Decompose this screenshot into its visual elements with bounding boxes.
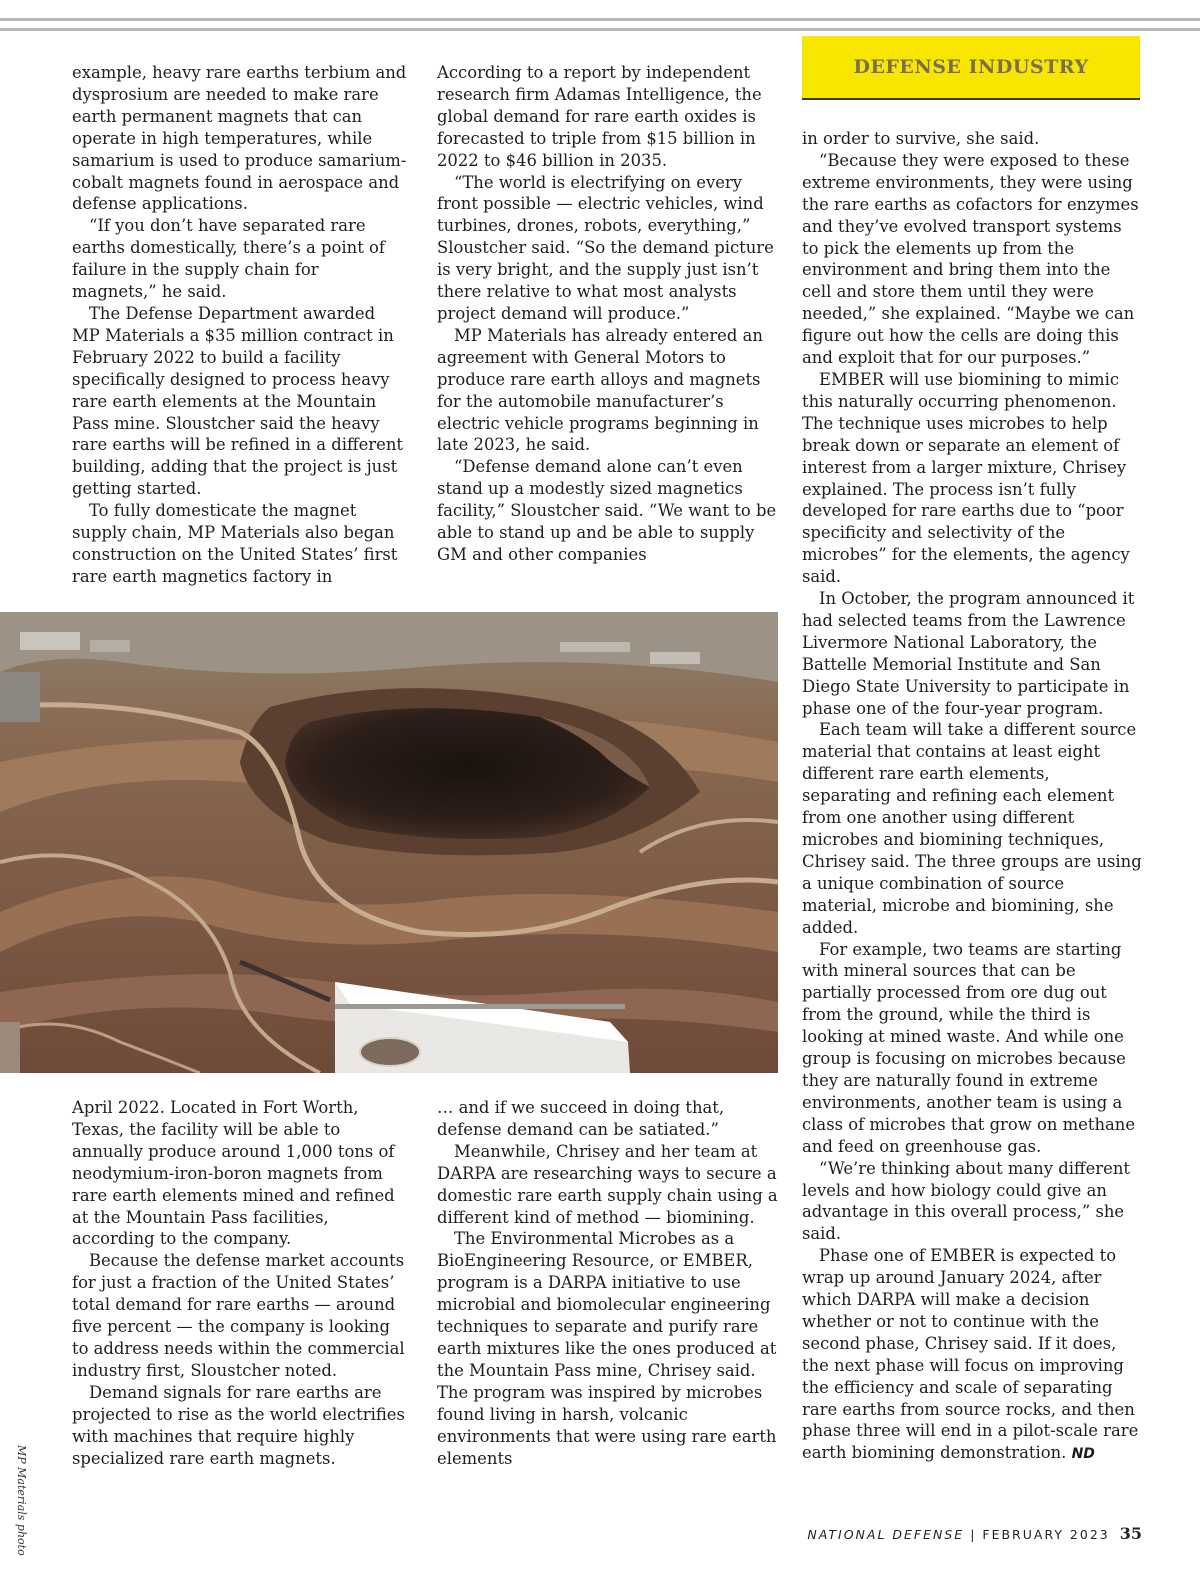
paragraph: EMBER will use biomining to mimic this naturally occurring phenomenon. The technique uses microbes to help break down or separate an element of interest from a larger mixture, Chrisey explained. The process isn’t fully developed for rare earths due to “poor specificity and selectivity of the microbes” for the elements, the agency said. <box>802 369 1130 587</box>
paragraph: According to a report by independent research firm Adamas Intelligence, the global demand for rare earth oxides is forecasted to triple from $15 billion in 2022 to $46 billion in 2035. <box>437 63 762 170</box>
paragraph: “The world is electrifying on every front possible — electric vehicles, wind turbines, drones, robots, everything,” Sloustcher said. “So the demand picture is very bright, and the supply just isn’t there relative to what most analysts project demand will produce.” <box>437 172 774 323</box>
header-rule-bottom <box>0 28 1200 31</box>
page-number: 35 <box>1119 1524 1142 1543</box>
paragraph: “Defense demand alone can’t even stand up a modestly sized magnetics facility,” Sloustcher said. “We want to be able to stand up and be able to supply GM and other companies <box>437 457 777 564</box>
paragraph: “We’re thinking about many different levels and how biology could give an advantage in this overall process,” she said. <box>802 1158 1130 1244</box>
paragraph: April 2022. Located in Fort Worth, Texas, the facility will be able to annually produce around 1,000 tons of neodymium-iron-boron magnets from rare earth elements mined and refined at the Mountain Pass facilities, according to the company. <box>72 1098 395 1249</box>
header-rule-top <box>0 18 1200 21</box>
paragraph: Each team will take a different source material that contains at least eight different rare earth elements, separating and refining each element from one another using different microbes and biomining techniques, Chrisey said. The three groups are using a unique combination of source material, microbe and biomining, she added. <box>802 720 1142 937</box>
issue-date: FEBRUARY 2023 <box>982 1527 1110 1542</box>
column-1-top <box>72 62 407 588</box>
paragraph-text: Phase one of EMBER is expected to wrap up around January 2024, after which DARPA will make a decision whether or not to continue with the second phase, Chrisey said. If it does, the next phase will focus on improving the efficiency and scale of separating rare earths from source rocks, and then phase three will end in a pilot-scale rare earth biomining demonstration. <box>802 1246 1139 1463</box>
column-2-bottom <box>437 1097 782 1469</box>
section-tag: DEFENSE INDUSTRY <box>802 36 1140 100</box>
final-paragraph <box>802 1245 1142 1466</box>
paragraph: Because the defense market accounts for just a fraction of the United States’ total demand for rare earths — around five percent — the company is looking to address needs within the commercial industry first, Sloustcher noted. <box>72 1251 405 1380</box>
paragraph: Demand signals for rare earths are projected to rise as the world electrifies with machines that require highly specialized rare earth magnets. <box>72 1382 405 1468</box>
paragraph: “If you don’t have separated rare earths domestically, there’s a point of failure in the supply chain for magnets,” he said. <box>72 216 385 302</box>
column-3 <box>802 128 1142 1466</box>
mine-photo <box>0 612 778 1073</box>
photo-credit: MP Materials photo <box>15 1445 28 1556</box>
publication-name: NATIONAL DEFENSE <box>807 1527 965 1542</box>
paragraph: The Defense Department awarded MP Materials a $35 million contract in February 2022 to build a facility specifically designed to process heavy rare earth elements at the Mountain Pass mine. Sloustcher said the heavy rare earths will be refined in a different building, adding that the project is just getting started. <box>72 303 403 499</box>
paragraph: … and if we succeed in doing that, defense demand can be satiated.” <box>437 1098 725 1139</box>
paragraph: “Because they were exposed to these extreme environments, they were using the rare earths as cofactors for enzymes and they’ve evolved transport systems to pick the elements up from the environment and bring them into the cell and store them until they were needed,” she explained. “Maybe we can figure out how the cells are doing this and exploit that for our purposes.” <box>802 150 1139 368</box>
paragraph: Meanwhile, Chrisey and her team at DARPA are researching ways to secure a domestic rare earth supply chain using a different kind of method — biomining. <box>437 1141 778 1227</box>
paragraph: example, heavy rare earths terbium and dysprosium are needed to make rare earth permanent magnets that can operate in high temperatures, while samarium is used to produce samarium-cobalt magnets found in aerospace and defense applications. <box>72 63 407 214</box>
end-mark: ND <box>1071 1446 1095 1463</box>
column-2-top <box>437 62 782 566</box>
paragraph: In October, the program announced it had selected teams from the Lawrence Livermore National Laboratory, the Battelle Memorial Institute and San Diego State University to participate in phase one of the four-year program. <box>802 589 1135 718</box>
column-1-bottom <box>72 1097 407 1469</box>
paragraph: To fully domesticate the magnet supply chain, MP Materials also began construction on the United States’ first rare earth magnetics factory in <box>72 501 398 586</box>
footer-separator: | <box>970 1527 977 1542</box>
page-footer <box>807 1524 1142 1543</box>
paragraph: The Environmental Microbes as a BioEngineering Resource, or EMBER, program is a DARPA initiative to use microbial and biomolecular engineering techniques to separate and purify rare earth mixtures like the ones produced at the Mountain Pass mine, Chrisey said. The program was inspired by microbes found living in harsh, volcanic environments that were using rare earth elements <box>437 1229 777 1468</box>
paragraph: MP Materials has already entered an agreement with General Motors to produce rare earth alloys and magnets for the automobile manufacturer’s electric vehicle programs beginning in late 2023, he said. <box>437 325 763 455</box>
paragraph: in order to survive, she said. <box>802 129 1040 148</box>
paragraph: For example, two teams are starting with mineral sources that can be partially processed from ore dug out from the ground, while the third is looking at mined waste. And while one group is focusing on microbes because they are naturally found in extreme environments, another team is using a class of microbes that grow on methane and feed on greenhouse gas. <box>802 939 1136 1156</box>
